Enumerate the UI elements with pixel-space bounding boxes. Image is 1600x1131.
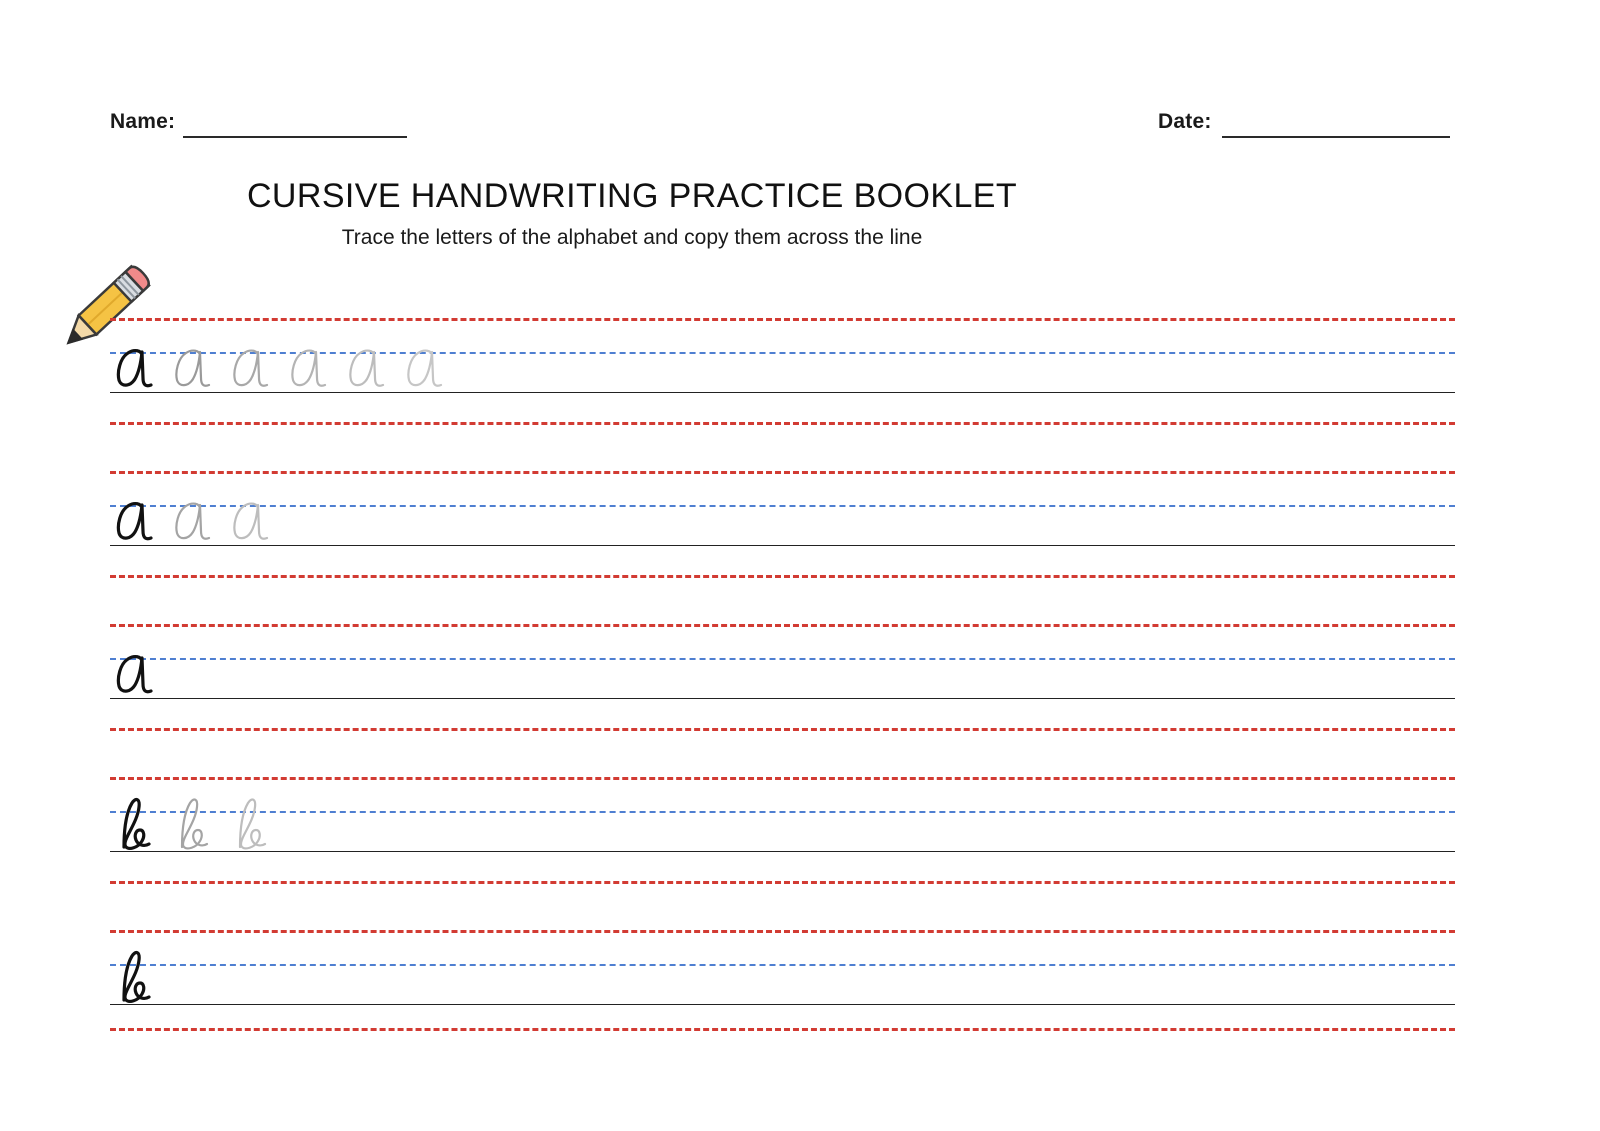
name-label: Name: xyxy=(110,110,176,133)
row-top-red-line xyxy=(110,318,1455,321)
letter-a-trace[interactable] xyxy=(170,338,214,398)
row-top-red-line xyxy=(110,624,1455,627)
row-top-red-line xyxy=(110,777,1455,780)
row-baseline xyxy=(110,1004,1455,1005)
row-bottom-red-line xyxy=(110,728,1455,731)
letter-a-trace[interactable] xyxy=(286,338,330,398)
row-mid-blue-line xyxy=(110,811,1455,813)
letter-b-trace[interactable] xyxy=(228,797,272,857)
date-label: Date: xyxy=(1158,110,1212,133)
letter-a-trace[interactable] xyxy=(170,491,214,551)
letter-b-solid xyxy=(112,797,156,857)
letter-a-trace[interactable] xyxy=(344,338,388,398)
row-glyphs xyxy=(112,795,272,857)
row-baseline xyxy=(110,851,1455,852)
name-field[interactable] xyxy=(110,108,407,138)
row-mid-blue-line xyxy=(110,505,1455,507)
practice-row[interactable] xyxy=(0,930,1600,1035)
header xyxy=(0,108,1600,152)
name-write-line[interactable] xyxy=(183,108,407,138)
row-mid-blue-line xyxy=(110,964,1455,966)
date-write-line[interactable] xyxy=(1222,108,1450,138)
letter-a-trace[interactable] xyxy=(228,491,272,551)
row-baseline xyxy=(110,545,1455,546)
row-glyphs xyxy=(112,948,156,1010)
page-title: CURSIVE HANDWRITING PRACTICE BOOKLET xyxy=(246,177,1018,215)
letter-b-solid xyxy=(112,950,156,1010)
row-glyphs xyxy=(112,489,272,551)
row-top-red-line xyxy=(110,930,1455,933)
row-glyphs xyxy=(112,336,446,398)
practice-row[interactable] xyxy=(0,471,1600,576)
letter-a-solid xyxy=(112,644,156,704)
page-subtitle: Trace the letters of the alphabet and copy them across the line xyxy=(341,225,923,249)
letter-a-trace[interactable] xyxy=(402,338,446,398)
practice-row[interactable] xyxy=(0,777,1600,882)
row-bottom-red-line xyxy=(110,422,1455,425)
letter-b-trace[interactable] xyxy=(170,797,214,857)
row-glyphs xyxy=(112,642,156,704)
letter-a-solid xyxy=(112,491,156,551)
row-mid-blue-line xyxy=(110,658,1455,660)
practice-row[interactable] xyxy=(0,624,1600,729)
row-bottom-red-line xyxy=(110,881,1455,884)
footer-red-line xyxy=(110,1028,1455,1031)
row-top-red-line xyxy=(110,471,1455,474)
letter-a-trace[interactable] xyxy=(228,338,272,398)
row-bottom-red-line xyxy=(110,575,1455,578)
letter-a-solid xyxy=(112,338,156,398)
date-field[interactable] xyxy=(1158,108,1450,138)
practice-row[interactable] xyxy=(0,318,1600,423)
row-baseline xyxy=(110,698,1455,699)
title-block xyxy=(0,176,1264,250)
practice-rows xyxy=(0,318,1600,1083)
